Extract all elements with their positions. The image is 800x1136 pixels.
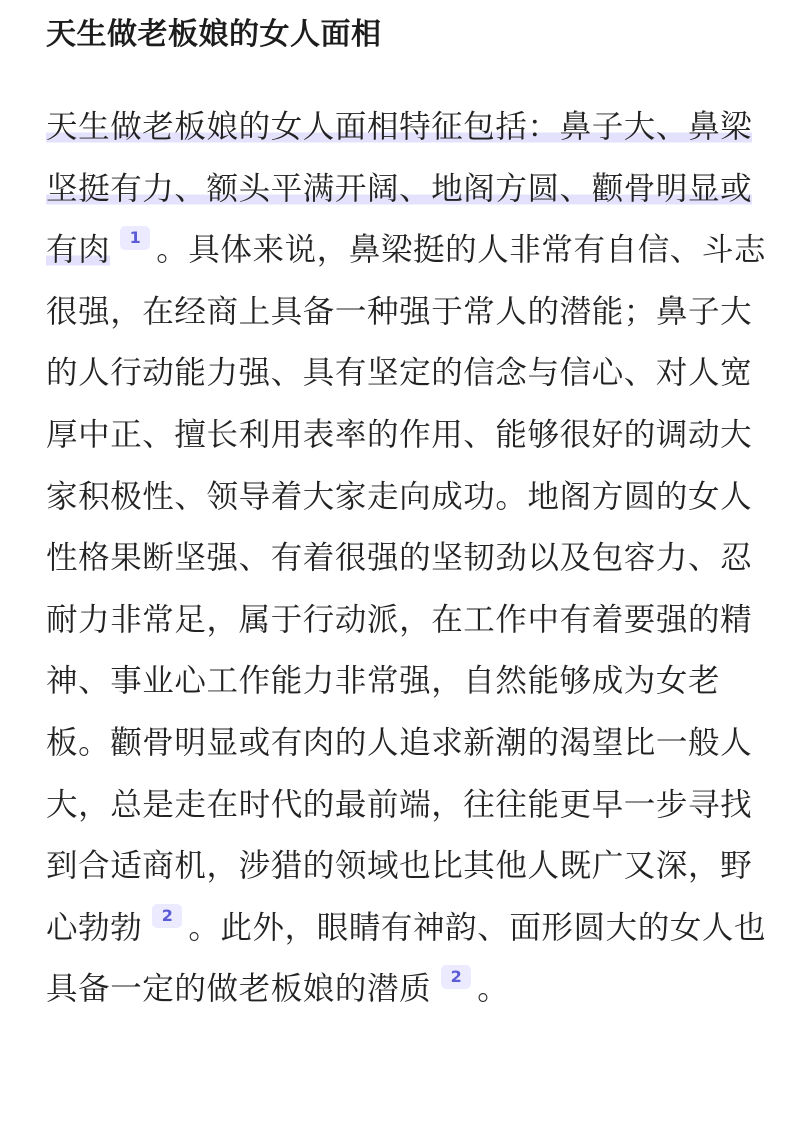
highlighted-summary: 天生做老板娘的女人面相特征包括：鼻子大、鼻梁坚挺有力、额头平满开阔、地阁方圆、颧骨明显或有肉 bbox=[46, 109, 753, 269]
citation-badge[interactable]: 1 bbox=[120, 226, 150, 250]
page-title: 天生做老板娘的女人面相 bbox=[46, 17, 382, 52]
citation-badge[interactable]: 2 bbox=[152, 904, 182, 928]
answer-paragraph bbox=[46, 97, 774, 1021]
answer-text: 。此外，眼睛有神韵、面形圆大的女人也具备一定的做老板娘的潜质 bbox=[46, 909, 767, 1008]
answer-text: 。 bbox=[477, 971, 510, 1008]
answer-text: 。具体来说，鼻梁挺的人非常有自信、斗志很强，在经商上具备一种强于常人的潜能；鼻子大的人行动能力强、具有坚定的信念与信心、对人宽厚中正、擅长利用表率的作用、能够很好的调动大家积极性、领导着大家走向成功。地阁方圆的女人性格果断坚强、有着很强的坚韧劲以及包容力、忍耐力非常足，属于行动派，在工作中有着要强的精神、事业心工作能力非常强，自然能够成为女老板。颧骨明显或有肉的人追求新潮的渴望比一般人大，总是走在时代的最前端，往往能更早一步寻找到合适商机，涉猎的领域也比其他人既广又深，野心勃勃 bbox=[46, 232, 767, 946]
citation-badge[interactable]: 2 bbox=[441, 965, 471, 989]
